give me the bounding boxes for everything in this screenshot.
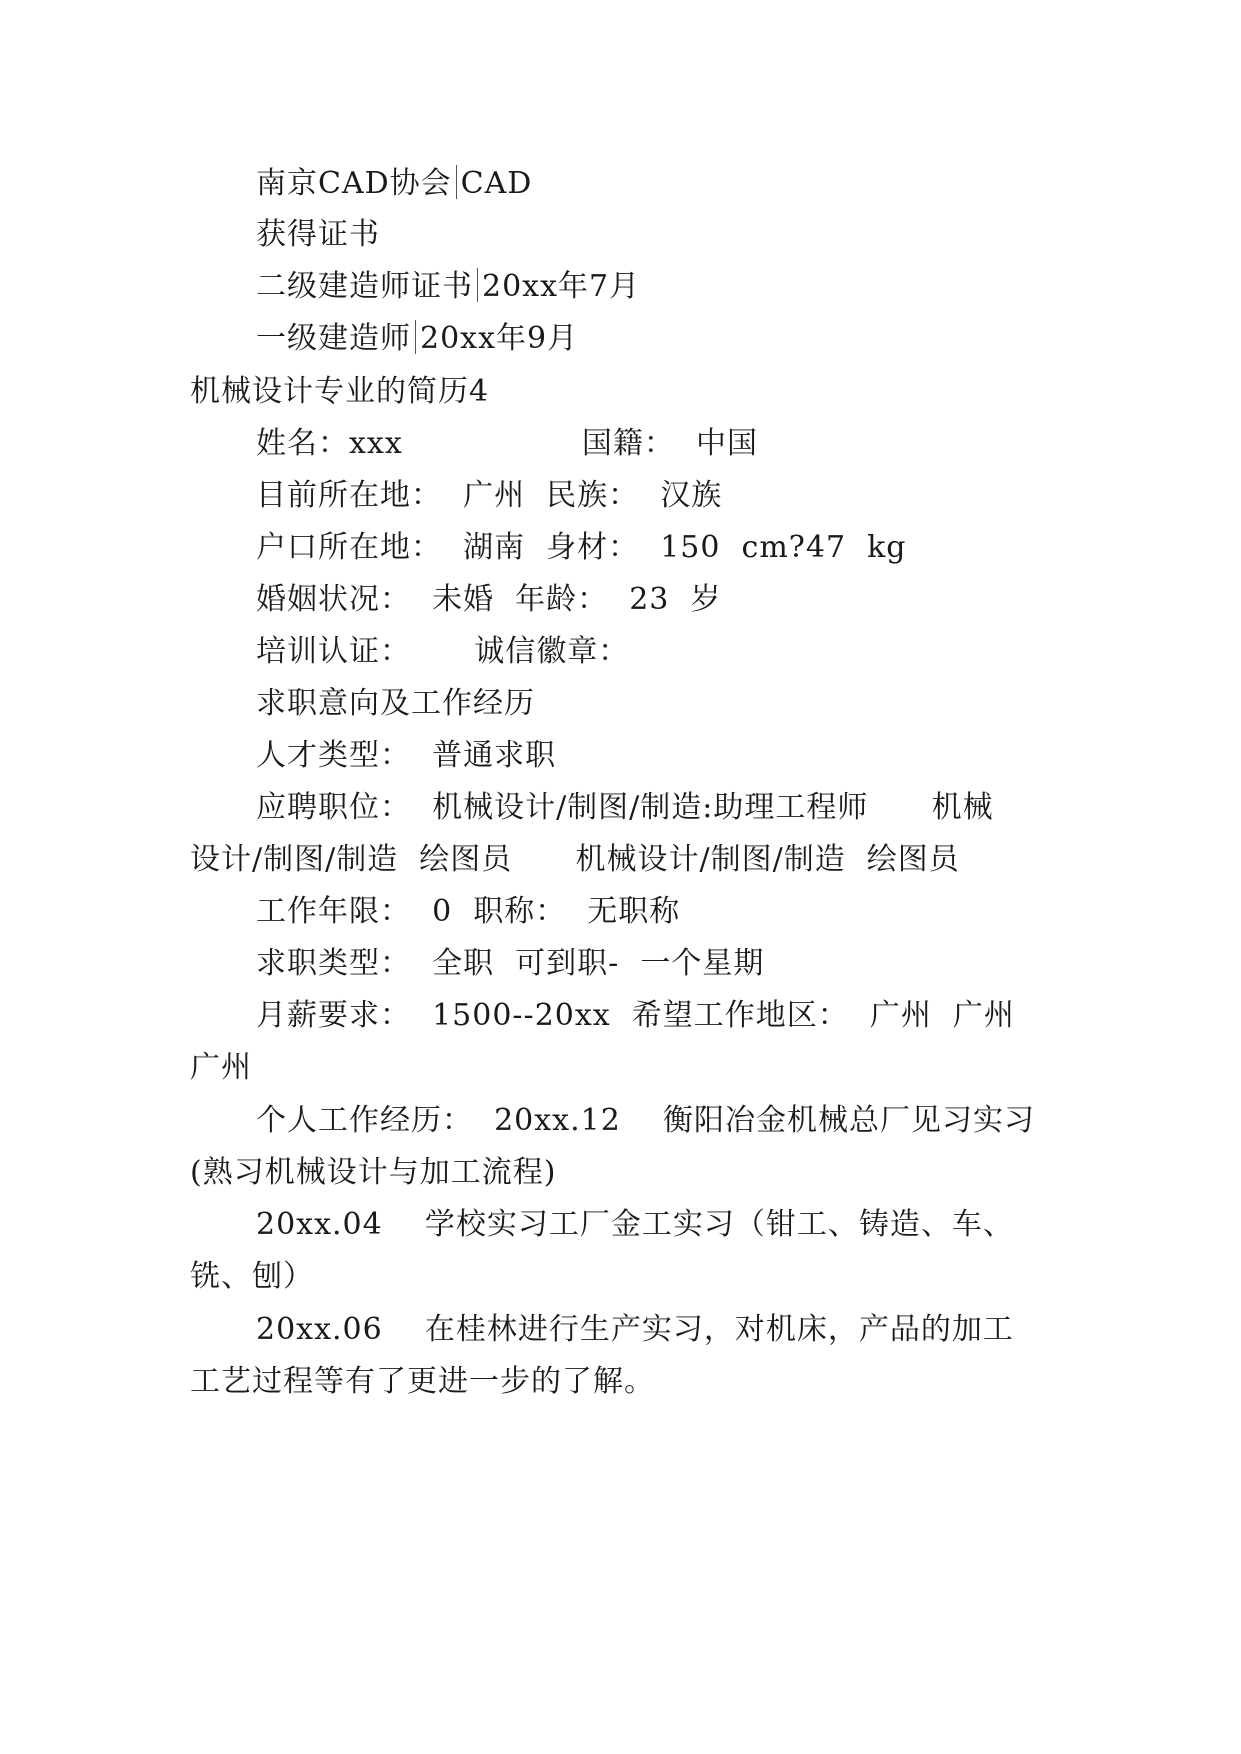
experience-line: 个人工作经历： 20xx.12 衡阳冶金机械总厂见习实习 <box>256 1103 1035 1138</box>
cert-date: 20xx年7月 <box>482 269 641 304</box>
cert-line-cad <box>256 164 1050 204</box>
cert-date: 20xx年9月 <box>420 321 579 356</box>
cert-name: 一级建造师 <box>256 321 411 356</box>
marital-line: 婚姻状况： 未婚 年龄： 23 岁 <box>256 582 722 617</box>
experience-line-cont: 铣、刨） <box>190 1259 314 1294</box>
cert-line-level2 <box>256 267 1050 307</box>
separator <box>456 165 457 199</box>
cert-heading: 获得证书 <box>256 217 380 252</box>
location-line: 目前所在地： 广州 民族： 汉族 <box>256 478 723 513</box>
experience-line: 20xx.04 学校实习工厂金工实习（钳工、铸造、车、 <box>256 1207 1014 1242</box>
position-line: 应聘职位： 机械设计/制图/制造:助理工程师 机械 <box>256 790 994 825</box>
years-line: 工作年限： 0 职称： 无职称 <box>256 894 681 929</box>
salary-line-cont: 广州 <box>190 1050 252 1085</box>
hukou-line: 户口所在地： 湖南 身材： 150 cm?47 kg <box>256 530 907 565</box>
cert-name: 二级建造师证书 <box>256 269 473 304</box>
intent-heading: 求职意向及工作经历 <box>256 686 535 721</box>
cert-issuer: 南京CAD协会 <box>256 166 452 201</box>
cert-name: CAD <box>460 166 533 201</box>
resume-heading: 机械设计专业的简历4 <box>190 374 490 409</box>
jobtype-line: 求职类型： 全职 可到职- 一个星期 <box>256 946 765 981</box>
position-line-cont: 设计/制图/制造 绘图员 机械设计/制图/制造 绘图员 <box>190 842 960 877</box>
salary-line: 月薪要求： 1500--20xx 希望工作地区： 广州 广州 <box>256 998 1015 1033</box>
training-line: 培训认证： 诚信徽章： <box>256 634 630 669</box>
separator <box>477 268 478 302</box>
experience-line: 20xx.06 在桂林进行生产实习，对机床，产品的加工 <box>256 1312 1014 1347</box>
separator <box>415 320 416 354</box>
talent-line: 人才类型： 普通求职 <box>256 738 557 773</box>
name-line: 姓名：xxx 国籍： 中国 <box>256 426 758 461</box>
cert-line-level1 <box>256 319 1050 359</box>
experience-line-cont: 工艺过程等有了更进一步的了解。 <box>190 1364 655 1399</box>
experience-line-cont: (熟习机械设计与加工流程) <box>190 1155 557 1190</box>
